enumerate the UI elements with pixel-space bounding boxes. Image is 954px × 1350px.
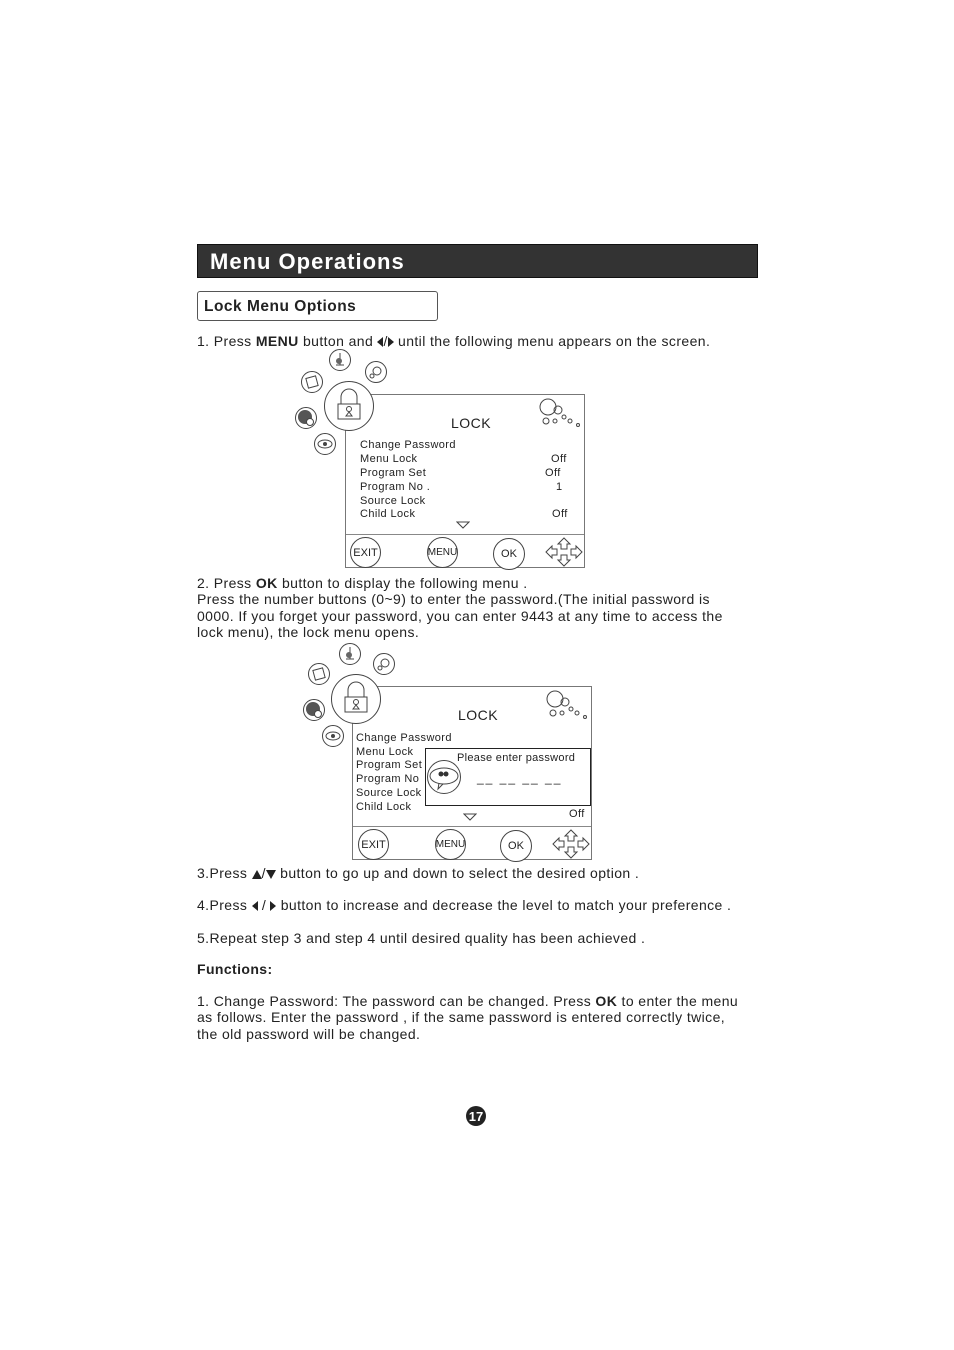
bubbles-icon	[545, 689, 591, 721]
text: button to go up and down to select the desired option .	[275, 865, 640, 881]
text: button to increase and decrease the level to match your preference .	[276, 897, 732, 913]
ok-key-label: OK	[595, 993, 618, 1009]
picture-icon	[308, 663, 330, 685]
down-arrow-icon	[266, 870, 276, 879]
ok-button[interactable]: OK	[493, 538, 525, 570]
menu-item-menu-lock: Menu Lock	[360, 453, 418, 465]
menu-item-child-lock: Child Lock	[356, 801, 412, 813]
text: until the following menu appears on the screen.	[393, 333, 711, 349]
password-prompt: Please enter password	[457, 752, 576, 764]
text: 1. Change Password: The password can be changed. Press	[197, 993, 596, 1009]
text: 3.Press	[197, 865, 252, 881]
lock-menu-diagram-2	[297, 642, 607, 867]
menu-item-program-set: Program Set	[360, 467, 427, 479]
bubbles-icon	[538, 397, 584, 429]
text: /	[261, 865, 266, 881]
step-5: 5.Repeat step 3 and step 4 until desired quality has been achieved .	[197, 930, 646, 946]
step-4	[197, 897, 731, 913]
divider	[346, 534, 584, 535]
divider	[353, 826, 591, 827]
eye-icon	[322, 725, 344, 747]
gear-icon	[365, 361, 387, 383]
menu-item-menu-lock: Menu Lock	[356, 746, 414, 758]
section-heading: Lock Menu Options	[204, 298, 357, 315]
password-input[interactable]: __ __ __ __	[477, 771, 563, 785]
child-lock-value: Off	[552, 508, 568, 520]
program-set-value: Off	[545, 467, 561, 479]
step-3	[197, 865, 639, 881]
menu-lock-value: Off	[551, 453, 567, 465]
page-title: Menu Operations	[210, 249, 405, 274]
exit-button[interactable]: EXIT	[358, 829, 389, 860]
menu-item-child-lock: Child Lock	[360, 508, 416, 520]
section-heading-box	[197, 291, 438, 321]
text: the old password will be changed.	[197, 1025, 421, 1042]
text: /	[257, 897, 271, 913]
picture-icon	[301, 371, 323, 393]
functions-heading: Functions:	[197, 961, 273, 977]
program-no-value: 1	[556, 481, 563, 493]
setup-icon	[339, 643, 361, 665]
menu-key-label: MENU	[255, 333, 299, 349]
gear-icon	[373, 653, 395, 675]
text: to enter the menu	[617, 993, 739, 1009]
text: 1. Press	[197, 333, 256, 349]
page-number: 17	[466, 1106, 486, 1126]
screen-title: LOCK	[451, 415, 492, 431]
globe-icon	[303, 699, 325, 721]
text: button to display the following menu .	[277, 575, 528, 591]
lock-icon	[324, 381, 374, 431]
lock-screen	[352, 686, 592, 860]
up-arrow-icon	[252, 870, 262, 879]
globe-icon	[295, 407, 317, 429]
setup-icon	[329, 349, 351, 371]
menu-item-change-password: Change Password	[356, 732, 452, 744]
lock-menu-diagram-1	[290, 350, 600, 575]
screen-title: LOCK	[458, 707, 499, 723]
menu-item-source-lock: Source Lock	[356, 787, 422, 799]
text: button and	[298, 333, 378, 349]
scroll-down-icon	[463, 813, 477, 821]
scroll-down-icon	[456, 521, 470, 529]
menu-button[interactable]: MENU	[427, 537, 458, 568]
exit-button[interactable]: EXIT	[350, 537, 381, 568]
password-dialog	[425, 748, 591, 806]
text: 0000. If you forget your password, you can enter 9443 at any time to access the	[197, 607, 723, 624]
ok-key-label: OK	[255, 575, 278, 591]
function-1	[197, 993, 738, 1042]
lock-icon	[331, 674, 381, 724]
menu-item-program-no: Program No	[356, 773, 420, 785]
lock-screen	[345, 394, 585, 568]
page-title-bar	[197, 244, 758, 278]
eye-icon	[314, 433, 336, 455]
child-lock-value: Off	[569, 808, 585, 820]
menu-item-change-password: Change Password	[360, 439, 456, 451]
text: lock menu), the lock menu opens.	[197, 623, 420, 640]
menu-item-program-set: Program Set	[356, 759, 423, 771]
menu-item-source-lock: Source Lock	[360, 495, 426, 507]
text: Press the number buttons (0~9) to enter the password.(The initial password is	[197, 591, 710, 608]
menu-button[interactable]: MENU	[435, 829, 466, 860]
menu-item-program-no: Program No .	[360, 481, 431, 493]
mascot-icon	[427, 760, 461, 794]
step-2	[197, 575, 723, 640]
text: 4.Press	[197, 897, 252, 913]
ok-button[interactable]: OK	[500, 830, 532, 862]
text: as follows. Enter the password , if the same password is entered correctly twice,	[197, 1009, 726, 1026]
text: /	[383, 333, 388, 349]
direction-pad-icon[interactable]	[551, 828, 591, 860]
text: 2. Press	[197, 575, 256, 591]
step-1	[197, 333, 710, 349]
direction-pad-icon[interactable]	[544, 536, 584, 568]
